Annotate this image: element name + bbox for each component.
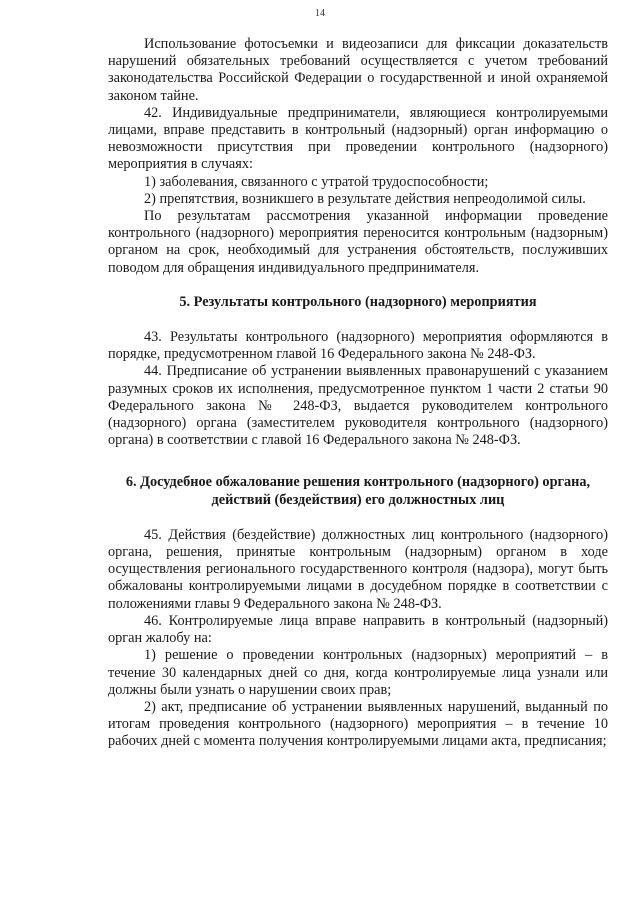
paragraph: Использование фотосъемки и видеозаписи для фиксации доказательств нарушений обязательных требований осуществляется с учетом требований законодательства Российской Федерации о государственной и иной охраняемой законом тайне. [108, 36, 608, 104]
page-number: 14 [315, 8, 325, 19]
paragraph: По результатам рассмотрения указанной информации проведение контрольного (надзорного) мероприятия переносится контрольным (надзорным) органом на срок, необходимый для устранения обстоятельств, послуживших поводом для обращения индивидуального предпринимателя. [108, 208, 608, 276]
paragraph: 46. Контролируемые лица вправе направить в контрольный (надзорный) орган жалобу на: [108, 612, 608, 647]
section-6-heading: 6. Досудебное обжалование решения контрольного (надзорного) органа, действий (бездействия) его должностных лиц [125, 474, 591, 508]
paragraph: 1) заболевания, связанного с утратой трудоспособности; [144, 173, 489, 190]
paragraph: 42. Индивидуальные предприниматели, являющиеся контролируемыми лицами, вправе представить в контрольный (надзорный) орган информацию о невозможности присутствия при проведении контрольного (надзорного) мероприятия в случаях: [108, 104, 608, 173]
paragraph: 43. Результаты контрольного (надзорного) мероприятия оформляются в порядке, предусмотренном главой 16 Федерального закона № 248-ФЗ. [108, 329, 608, 363]
paragraph: 2) акт, предписание об устранении выявленных нарушений, выданный по итогам проведения контрольного (надзорного) мероприятия – в течение 10 рабочих дней с момента получения контролируемыми лицами акта, предписания; [108, 698, 608, 750]
paragraph: 44. Предписание об устранении выявленных правонарушений с указанием разумных сроков их исполнения, предусмотренное пунктом 1 части 2 статьи 90 Федерального закона № 248-ФЗ, выдается руководителем контрольного (надзорного) органа (заместителем руководителя контрольного (надзорного) органа) в соответствии с главой 16 Федерального закона № 248-ФЗ. [108, 363, 608, 449]
paragraph: 2) препятствия, возникшего в результате действия непреодолимой силы. [144, 190, 586, 207]
paragraph: 1) решение о проведении контрольных (надзорных) мероприятий – в течение 30 календарных дней со дня, когда контролируемые лица узнали или должны были узнать о нарушении своих прав; [108, 647, 608, 698]
paragraph: 45. Действия (бездействие) должностных лиц контрольного (надзорного) органа, решения, принятые контрольным (надзорным) органом в ходе осуществления регионального государственного контроля (надзора), могут быть обжалованы контролируемыми лицами в досудебном порядке в соответствии с положениями главы 9 Федерального закона № 248-ФЗ. [108, 526, 608, 612]
section-5-heading: 5. Результаты контрольного (надзорного) мероприятия [179, 293, 537, 310]
document-body [108, 36, 608, 751]
